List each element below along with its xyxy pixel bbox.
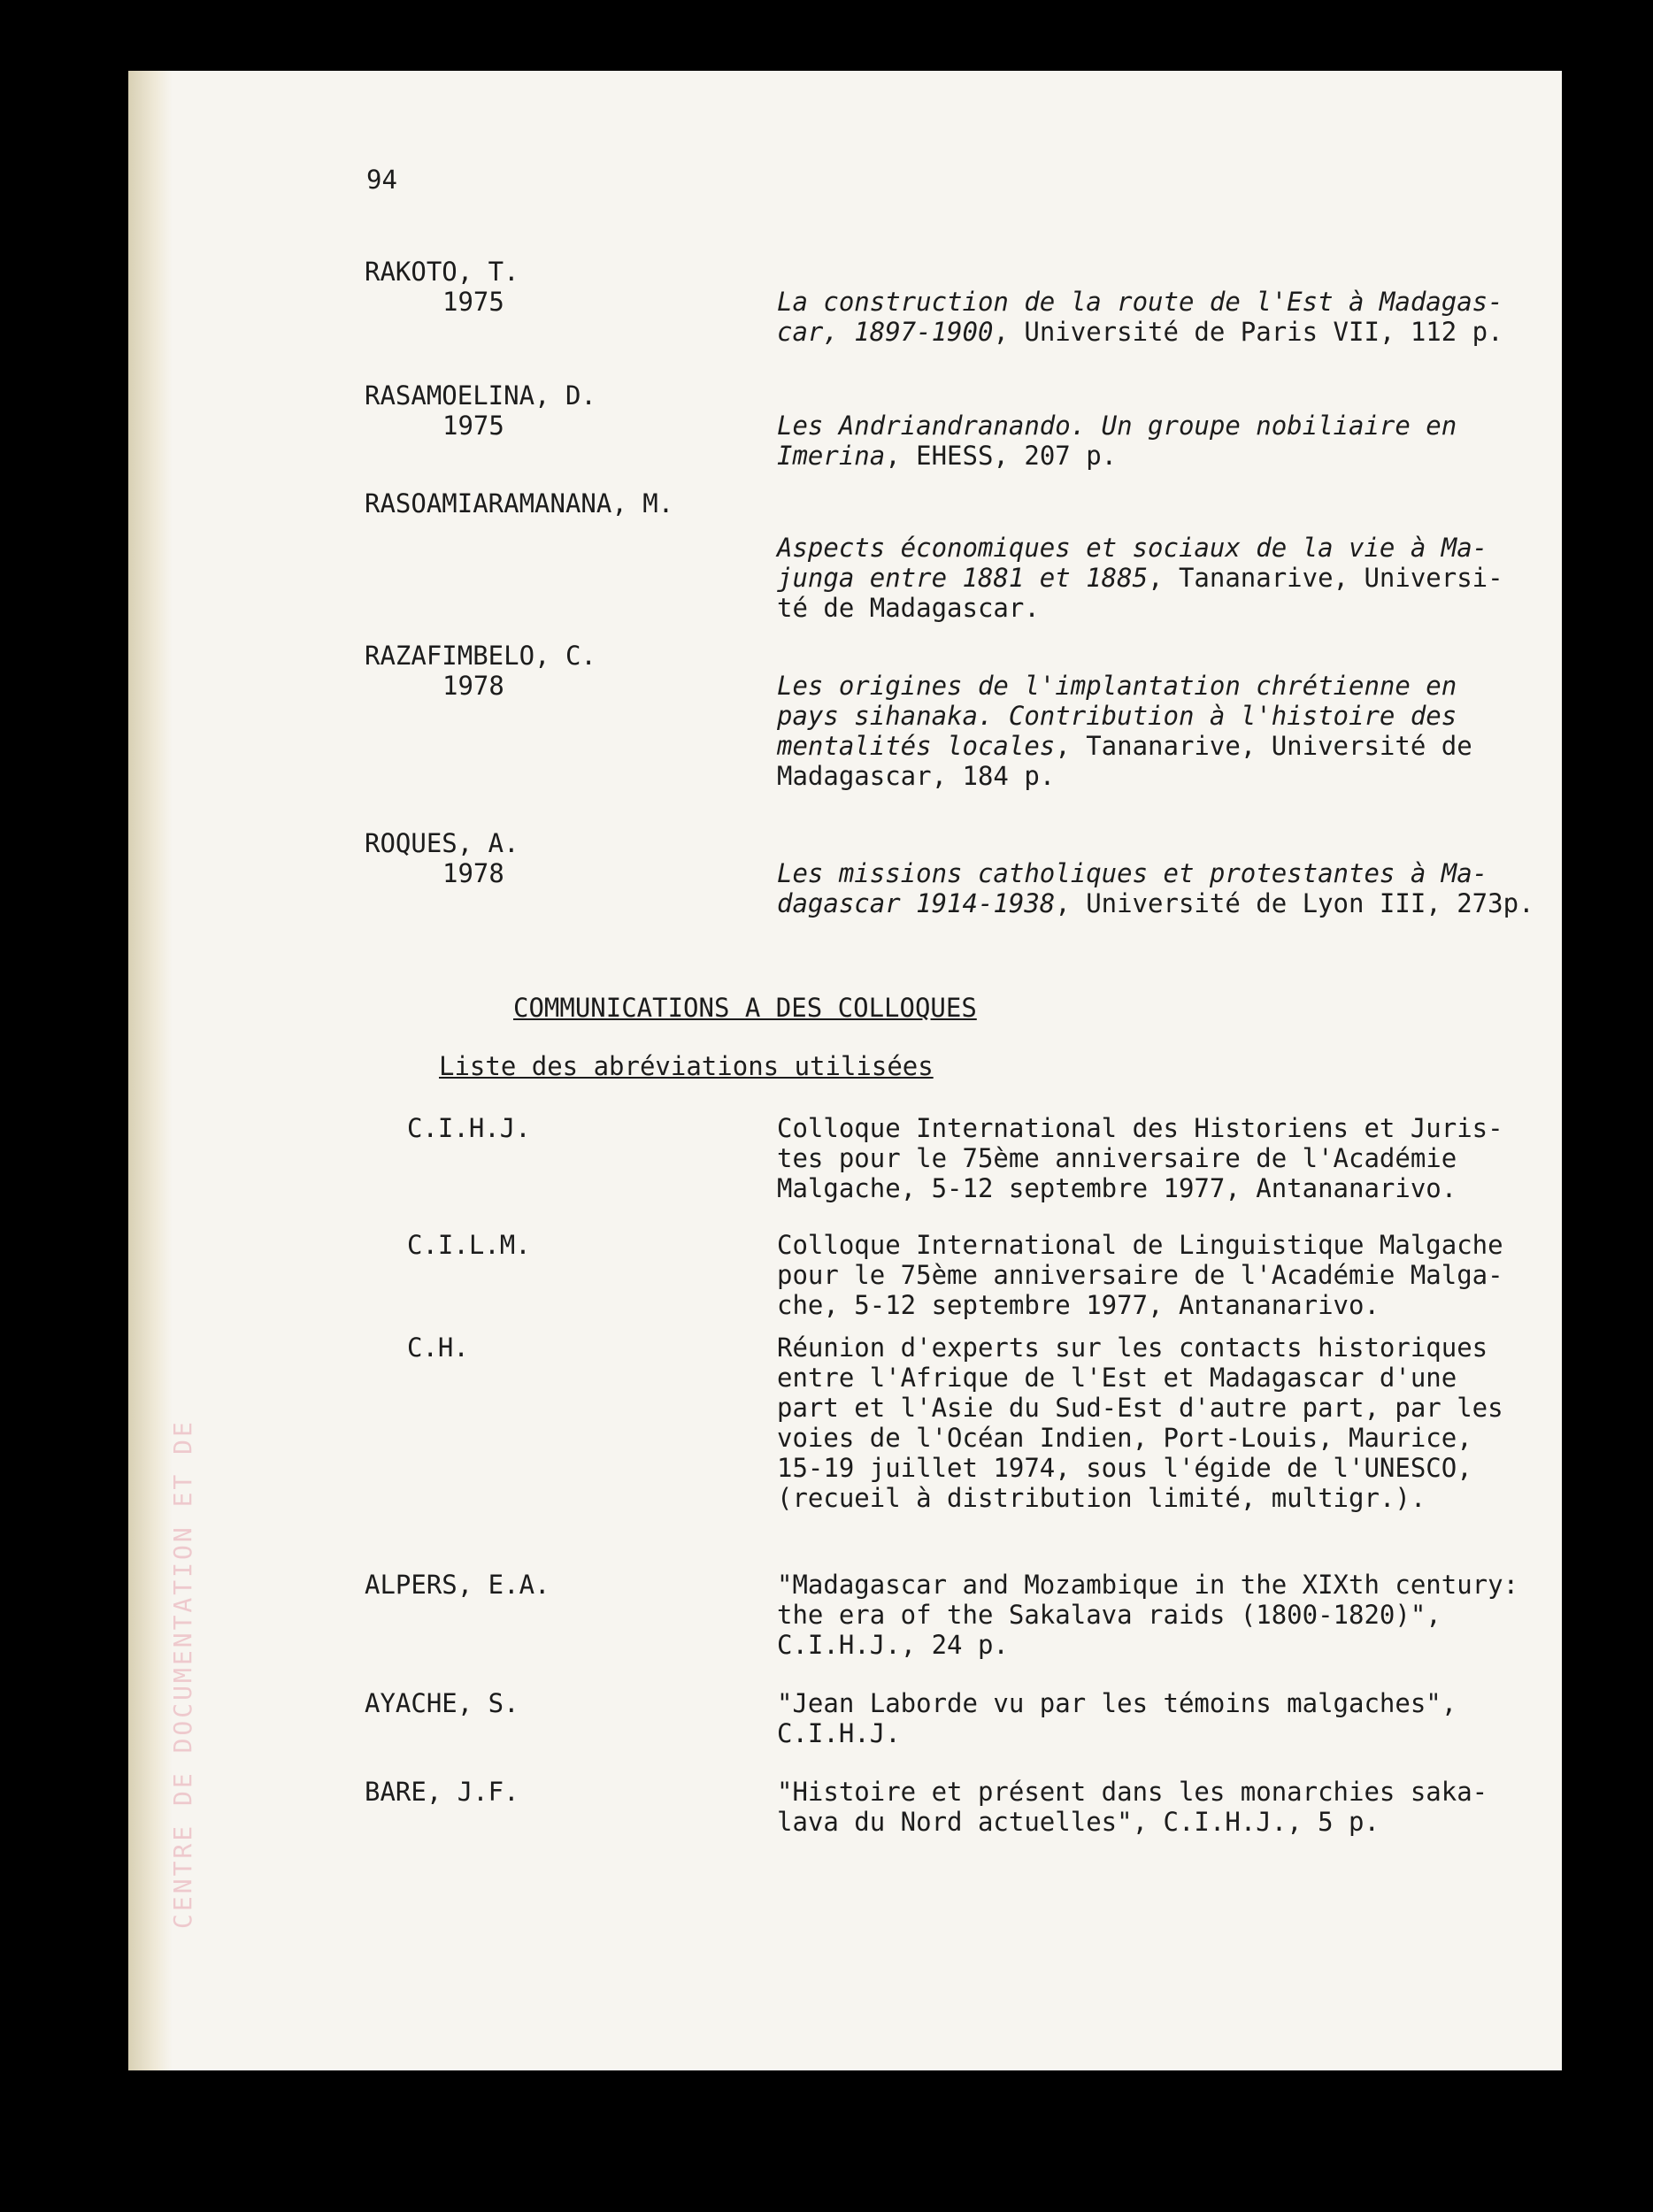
thesis-title-line: [777, 317, 1503, 347]
subsection-title: Liste des abréviations utilisées: [439, 1051, 934, 1081]
italic-title-segment: mentalités locales: [777, 731, 1056, 761]
communication-title-line: "Madagascar and Mozambique in the XIXth century:: [777, 1570, 1519, 1600]
abbreviation-definition-line: che, 5-12 septembre 1977, Antananarivo.: [777, 1290, 1380, 1320]
thesis-author: RASAMOELINA, D.: [365, 380, 596, 411]
thesis-title-line: [777, 858, 1488, 888]
communication-title-line: C.I.H.J., 24 p.: [777, 1630, 1009, 1660]
italic-title-segment: Aspects économiques et sociaux de la vie à Ma-: [777, 533, 1488, 563]
thesis-title-line: [777, 593, 1040, 623]
abbreviation-definition-line: Colloque International des Historiens et Juris-: [777, 1113, 1503, 1143]
thesis-title-line: [777, 888, 1534, 918]
thesis-title-line: [777, 533, 1488, 563]
thesis-year: 1978: [442, 671, 504, 701]
thesis-author: ROQUES, A.: [365, 828, 519, 858]
publication-segment: , Université de Lyon III, 273p.: [1055, 888, 1534, 918]
publication-segment: , Université de Paris VII, 112 p.: [993, 317, 1503, 347]
italic-title-segment: Les origines de l'implantation chrétienne en: [777, 671, 1457, 701]
communication-author: AYACHE, S.: [365, 1688, 519, 1718]
italic-title-segment: dagascar 1914-1938: [777, 888, 1056, 918]
abbreviation-definition-line: Malgache, 5-12 septembre 1977, Antananarivo.: [777, 1173, 1457, 1203]
publication-segment: , Tananarive, Universi-: [1148, 563, 1503, 593]
abbreviation-code: C.I.H.J.: [407, 1113, 531, 1143]
communication-author: BARE, J.F.: [365, 1777, 519, 1807]
communication-title-line: lava du Nord actuelles", C.I.H.J., 5 p.: [777, 1807, 1380, 1837]
abbreviation-definition-line: Réunion d'experts sur les contacts historiques: [777, 1333, 1488, 1363]
italic-title-segment: Les missions catholiques et protestantes à Ma-: [777, 858, 1488, 888]
abbreviation-code: C.I.L.M.: [407, 1230, 531, 1260]
communication-author: ALPERS, E.A.: [365, 1570, 550, 1600]
abbreviation-code: C.H.: [407, 1333, 469, 1363]
thesis-author: RASOAMIARAMANANA, M.: [365, 488, 674, 518]
abbreviation-definition-line: entre l'Afrique de l'Est et Madagascar d'une: [777, 1363, 1457, 1393]
thesis-title-line: [777, 761, 1055, 791]
thesis-title-line: [777, 701, 1457, 731]
communication-title-line: "Histoire et présent dans les monarchies saka-: [777, 1777, 1488, 1807]
italic-title-segment: pays sihanaka. Contribution à l'histoire des: [777, 701, 1457, 731]
abbreviation-definition-line: part et l'Asie du Sud-Est d'autre part, par les: [777, 1393, 1503, 1423]
page-number: 94: [366, 165, 397, 195]
thesis-title-line: [777, 411, 1457, 441]
communication-title-line: the era of the Sakalava raids (1800-1820)",: [777, 1600, 1442, 1630]
thesis-year: 1975: [442, 287, 504, 317]
thesis-title-line: [777, 563, 1503, 593]
publication-segment: , EHESS, 207 p.: [885, 441, 1118, 471]
publication-segment: Madagascar, 184 p.: [777, 761, 1056, 791]
thesis-title-line: [777, 287, 1503, 317]
communication-title-line: "Jean Laborde vu par les témoins malgaches",: [777, 1688, 1457, 1718]
abbreviation-definition-line: pour le 75ème anniversaire de l'Académie Malga-: [777, 1260, 1503, 1290]
abbreviation-definition-line: tes pour le 75ème anniversaire de l'Académie: [777, 1143, 1457, 1173]
italic-title-segment: junga entre 1881 et 1885: [777, 563, 1149, 593]
publication-segment: , Tananarive, Université de: [1055, 731, 1472, 761]
abbreviation-definition-line: 15-19 juillet 1974, sous l'égide de l'UNESCO,: [777, 1453, 1472, 1483]
page-spine-edge: [128, 71, 173, 2070]
italic-title-segment: Imerina: [777, 441, 886, 471]
italic-title-segment: car, 1897-1900: [777, 317, 994, 347]
abbreviation-definition-line: voies de l'Océan Indien, Port-Louis, Maurice,: [777, 1423, 1472, 1453]
abbreviation-definition-line: (recueil à distribution limité, multigr.).: [777, 1483, 1426, 1513]
communication-title-line: C.I.H.J.: [777, 1718, 901, 1748]
thesis-title-line: [777, 441, 1117, 471]
thesis-title-line: [777, 671, 1457, 701]
thesis-author: RAKOTO, T.: [365, 257, 519, 287]
italic-title-segment: La construction de la route de l'Est à Madagas-: [777, 287, 1503, 317]
publication-segment: té de Madagascar.: [777, 593, 1040, 623]
thesis-title-line: [777, 731, 1472, 761]
italic-title-segment: Les Andriandranando. Un groupe nobiliaire en: [777, 411, 1457, 441]
thesis-year: 1978: [442, 858, 504, 888]
thesis-author: RAZAFIMBELO, C.: [365, 641, 596, 671]
abbreviation-definition-line: Colloque International de Linguistique Malgache: [777, 1230, 1503, 1260]
section-title: COMMUNICATIONS A DES COLLOQUES: [513, 993, 977, 1023]
margin-stamp: CENTRE DE DOCUMENTATION ET DE: [168, 1419, 197, 1929]
thesis-year: 1975: [442, 411, 504, 441]
